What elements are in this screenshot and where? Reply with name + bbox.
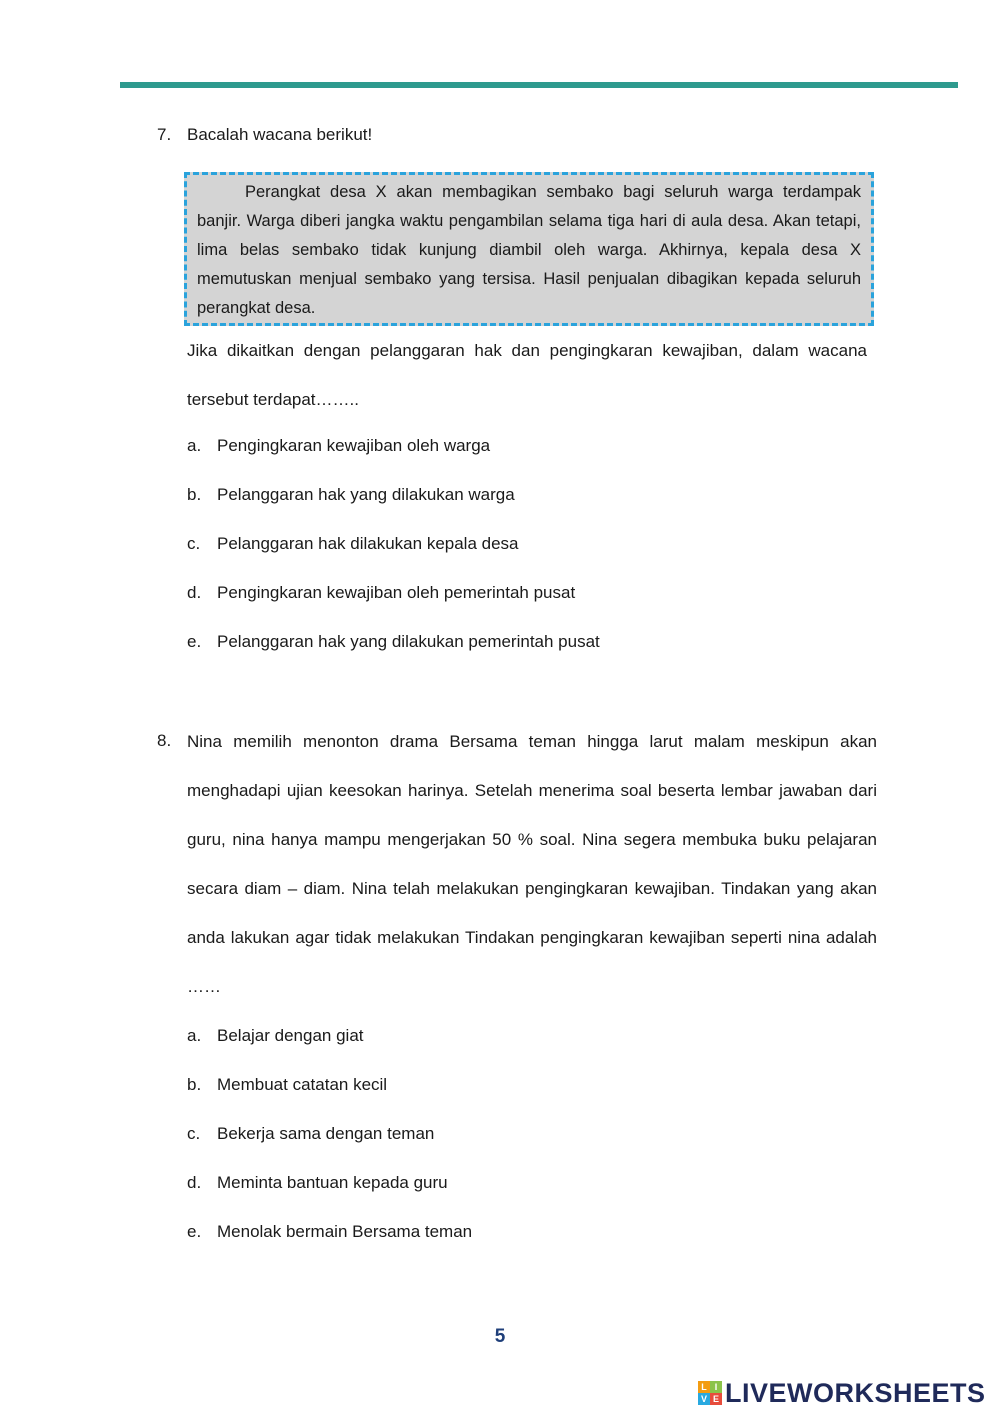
logo-icon-tile: L xyxy=(698,1381,710,1393)
option-text: Pengingkaran kewajiban oleh warga xyxy=(217,436,491,455)
option-letter: e. xyxy=(187,1222,202,1241)
option-letter: b. xyxy=(187,485,202,504)
question-8-option-d xyxy=(187,1173,448,1193)
question-8-text: Nina memilih menonton drama Bersama teman hingga larut malam meskipun akan menghadapi ujian keesokan harinya. Setelah menerima soal beserta lembar jawaban dari guru, nina hanya mampu mengerjakan 50 % soal. Nina segera membuka buku pelajaran secara diam – diam. Nina telah melakukan pengingkaran kewajiban. Tindakan yang akan anda lakukan agar tidak melakukan Tindakan pengingkaran kewajiban seperti nina adalah …… xyxy=(187,732,877,996)
option-letter: d. xyxy=(187,583,202,602)
option-text: Pelanggaran hak dilakukan kepala desa xyxy=(217,534,519,553)
question-8-option-a xyxy=(187,1026,364,1046)
option-text: Belajar dengan giat xyxy=(217,1026,364,1045)
question-7-option-e xyxy=(187,632,600,652)
page-number: 5 xyxy=(494,1326,506,1347)
question-7-option-a xyxy=(187,436,490,456)
question-7-option-b xyxy=(187,485,515,505)
option-text: Pelanggaran hak yang dilakukan pemerintah pusat xyxy=(217,632,600,651)
option-text: Bekerja sama dengan teman xyxy=(217,1124,435,1143)
question-8-option-c xyxy=(187,1124,434,1144)
top-rule xyxy=(120,82,958,88)
logo-text: LIVEWORKSHEETS xyxy=(725,1377,986,1408)
question-7-option-c xyxy=(187,534,519,554)
logo-icon-tile: I xyxy=(710,1381,722,1393)
reading-passage-box xyxy=(184,172,874,326)
question-8-option-b xyxy=(187,1075,387,1095)
option-letter: b. xyxy=(187,1075,202,1094)
logo-icon-tile: E xyxy=(710,1393,722,1405)
liveworksheets-logo xyxy=(698,1376,986,1410)
option-letter: a. xyxy=(187,436,202,455)
option-text: Pengingkaran kewajiban oleh pemerintah pusat xyxy=(217,583,576,602)
option-letter: c. xyxy=(187,534,201,553)
option-text: Pelanggaran hak yang dilakukan warga xyxy=(217,485,515,504)
option-letter: e. xyxy=(187,632,202,651)
option-letter: a. xyxy=(187,1026,202,1045)
logo-icon-tile: V xyxy=(698,1393,710,1405)
question-7-text: Jika dikaitkan dengan pelanggaran hak dan pengingkaran kewajiban, dalam wacana tersebut terdapat…….. xyxy=(187,341,867,409)
question-8-number: 8. xyxy=(157,731,172,750)
question-8-option-e xyxy=(187,1222,472,1242)
question-7-prompt: Bacalah wacana berikut! xyxy=(187,125,373,144)
reading-passage-text: Perangkat desa X akan membagikan sembako bagi seluruh warga terdampak banjir. Warga diberi jangka waktu pengambilan selama tiga hari di aula desa. Akan tetapi, lima belas sembako tidak kunjung diambil oleh warga. Akhirnya, kepala desa X memutuskan menjual sembako yang tersisa. Hasil penjualan dibagikan kepada seluruh perangkat desa. xyxy=(197,183,861,317)
option-text: Menolak bermain Bersama teman xyxy=(217,1222,473,1241)
option-text: Membuat catatan kecil xyxy=(217,1075,388,1094)
liveworksheets-icon xyxy=(698,1381,722,1405)
option-letter: d. xyxy=(187,1173,202,1192)
option-letter: c. xyxy=(187,1124,201,1143)
question-7-option-d xyxy=(187,583,575,603)
question-7-number: 7. xyxy=(157,125,172,144)
option-text: Meminta bantuan kepada guru xyxy=(217,1173,448,1192)
